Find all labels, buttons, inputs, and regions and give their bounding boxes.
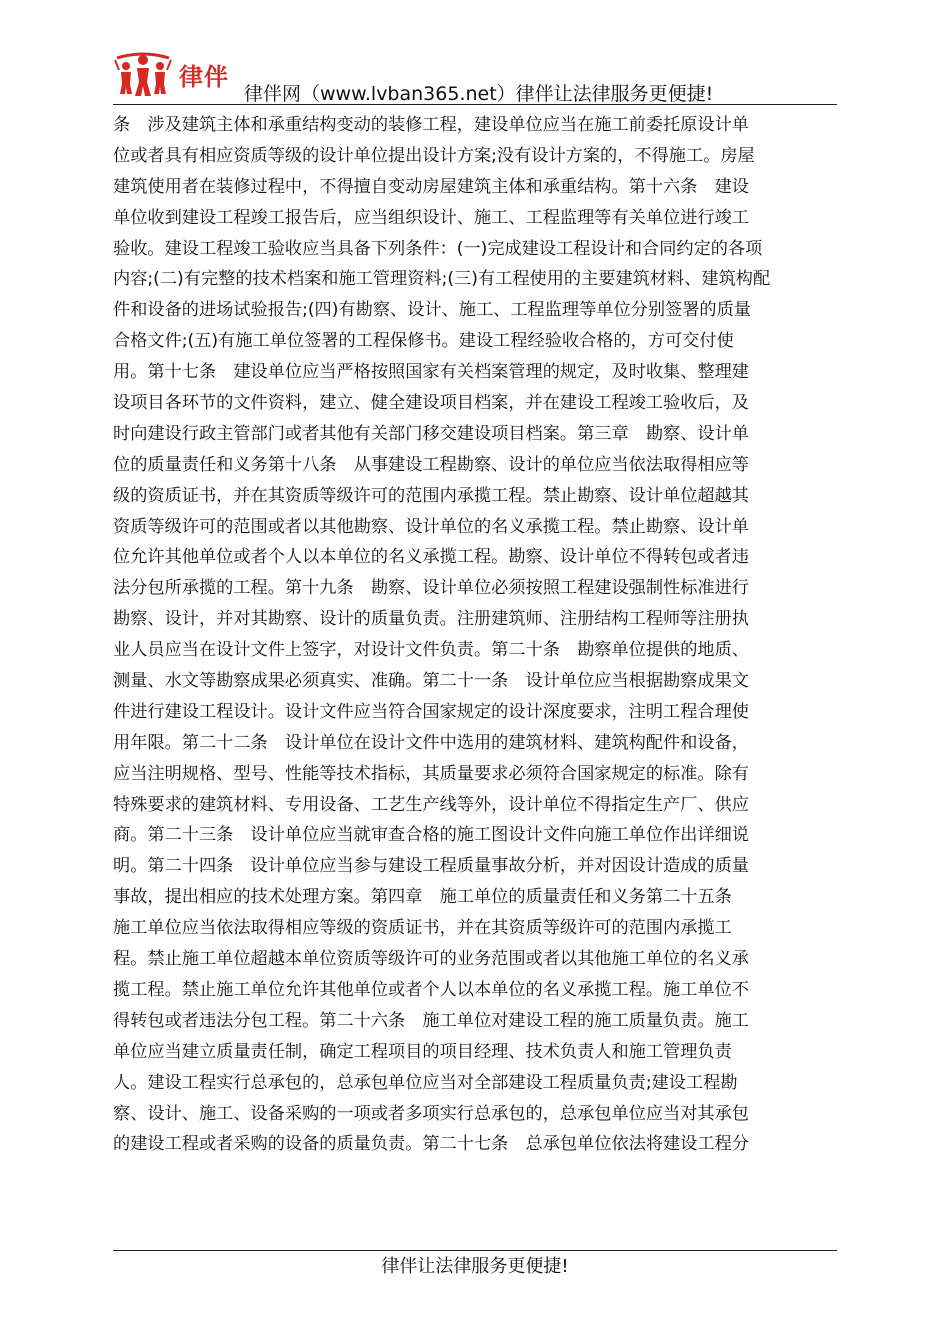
logo-figures-icon	[113, 52, 173, 96]
logo-text: 律伴	[179, 62, 229, 91]
text-line: 资质等级许可的范围或者以其他勘察、设计单位的名义承揽工程。禁止勘察、设计单	[113, 516, 749, 537]
header-tagline: 律伴网（www.lvban365.net）律伴让法律服务更便捷!	[244, 83, 714, 105]
footer-divider	[113, 1250, 837, 1251]
text-line: 件和设备的进场试验报告;(四)有勘察、设计、施工、工程监理等单位分别签署的质量	[113, 300, 751, 321]
text-line: 人。建设工程实行总承包的，总承包单位应当对全部建设工程质量负责;建设工程勘	[113, 1072, 738, 1093]
text-line: 条 涉及建筑主体和承重结构变动的装修工程，建设单位应当在施工前委托原设计单	[113, 115, 749, 135]
document-body	[113, 110, 837, 1160]
text-line: 件进行建设工程设计。设计文件应当符合国家规定的设计深度要求，注明工程合理使	[113, 701, 749, 722]
text-line: 施工单位应当依法取得相应等级的资质证书，并在其资质等级许可的范围内承揽工	[113, 918, 732, 939]
text-line: 勘察、设计，并对其勘察、设计的质量负责。注册建筑师、注册结构工程师等注册执	[113, 609, 749, 630]
text-line: 时向建设行政主管部门或者其他有关部门移交建设项目档案。第三章 勘察、设计单	[113, 423, 749, 444]
text-line: 得转包或者违法分包工程。第二十六条 施工单位对建设工程的施工质量负责。施工	[113, 1010, 749, 1031]
text-line: 级的资质证书，并在其资质等级许可的范围内承揽工程。禁止勘察、设计单位超越其	[113, 485, 749, 506]
text-line: 位允许其他单位或者个人以本单位的名义承揽工程。勘察、设计单位不得转包或者违	[113, 547, 749, 568]
text-line: 验收。建设工程竣工验收应当具备下列条件：(一)完成建设工程设计和合同约定的各项	[113, 238, 763, 259]
text-line: 测量、水文等勘察成果必须真实、准确。第二十一条 设计单位应当根据勘察成果文	[113, 671, 749, 692]
text-line: 单位应当建立质量责任制，确定工程项目的项目经理、技术负责人和施工管理负责	[113, 1041, 732, 1062]
brand-logo	[113, 50, 229, 98]
text-line: 位的质量责任和义务第十八条 从事建设工程勘察、设计的单位应当依法取得相应等	[113, 454, 749, 475]
text-line: 单位收到建设工程竣工报告后，应当组织设计、施工、工程监理等有关单位进行竣工	[113, 207, 749, 228]
text-line: 合格文件;(五)有施工单位签署的工程保修书。建设工程经验收合格的，方可交付使	[113, 331, 734, 352]
text-line: 事故，提出相应的技术处理方案。第四章 施工单位的质量责任和义务第二十五条	[113, 887, 732, 908]
header-divider	[113, 104, 837, 105]
page-footer: 律伴让法律服务更便捷!	[381, 1256, 569, 1277]
text-line: 程。禁止施工单位超越本单位资质等级许可的业务范围或者以其他施工单位的名义承	[113, 949, 749, 970]
text-line: 应当注明规格、型号、性能等技术指标，其质量要求必须符合国家规定的标准。除有	[113, 763, 749, 784]
text-line: 业人员应当在设计文件上签字，对设计文件负责。第二十条 勘察单位提供的地质、	[113, 640, 749, 661]
text-line: 法分包所承揽的工程。第十九条 勘察、设计单位必须按照工程建设强制性标准进行	[113, 578, 749, 599]
text-line: 的建设工程或者采购的设备的质量负责。第二十七条 总承包单位依法将建设工程分	[113, 1134, 749, 1155]
text-line: 特殊要求的建筑材料、专用设备、工艺生产线等外，设计单位不得指定生产厂、供应	[113, 794, 749, 815]
text-line: 内容;(二)有完整的技术档案和施工管理资料;(三)有工程使用的主要建筑材料、建筑构配	[113, 269, 771, 290]
text-line: 建筑使用者在装修过程中，不得擅自变动房屋建筑主体和承重结构。第十六条 建设	[113, 176, 749, 197]
text-line: 明。第二十四条 设计单位应当参与建设工程质量事故分析，并对因设计造成的质量	[113, 856, 749, 877]
text-line: 用年限。第二十二条 设计单位在设计文件中选用的建筑材料、建筑构配件和设备，	[113, 732, 749, 753]
text-line: 察、设计、施工、设备采购的一项或者多项实行总承包的，总承包单位应当对其承包	[113, 1103, 749, 1124]
text-line: 设项目各环节的文件资料，建立、健全建设项目档案，并在建设工程竣工验收后，及	[113, 393, 749, 414]
page-header	[113, 50, 837, 105]
text-line: 揽工程。禁止施工单位允许其他单位或者个人以本单位的名义承揽工程。施工单位不	[113, 979, 749, 1000]
text-line: 位或者具有相应资质等级的设计单位提出设计方案;没有设计方案的，不得施工。房屋	[113, 145, 755, 166]
text-line: 用。第十七条 建设单位应当严格按照国家有关档案管理的规定，及时收集、整理建	[113, 362, 749, 383]
text-line: 商。第二十三条 设计单位应当就审查合格的施工图设计文件向施工单位作出详细说	[113, 825, 749, 846]
